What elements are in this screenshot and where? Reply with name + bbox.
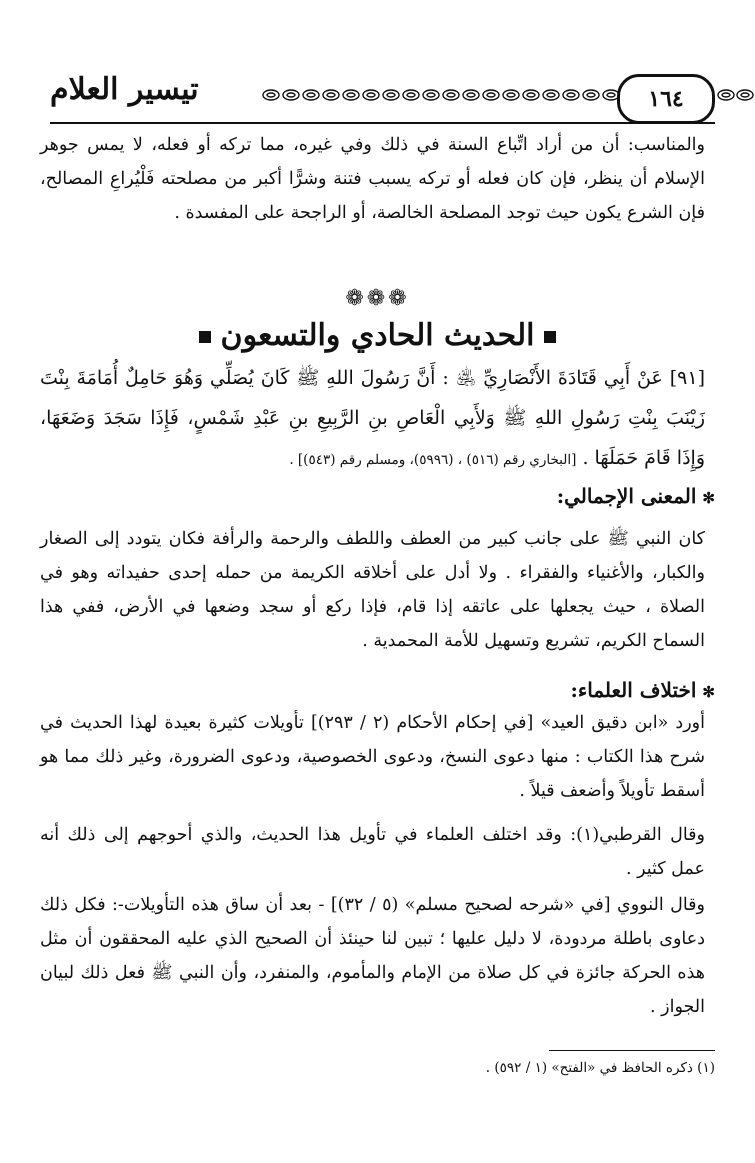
footnote-rule — [549, 1050, 715, 1051]
stars-ornament-icon: ❁❁❁ — [345, 286, 410, 311]
disagreement-paragraph-1: أورد «ابن دقيق العيد» [في إحكام الأحكام (٢ / ٢٩٣)] تأويلات كثيرة بعيدة لهذا الحديث في شرح هذا الكتاب : منها دعوى النسخ، ودعوى الخصوصية، ودعوى الضرورة، وغير ذلك مما هو أسقط تأويلاً وأضعف قيلاً . — [40, 713, 705, 801]
asterisk-icon: ✻ — [702, 489, 715, 507]
disagreement-heading-text: اختلاف العلماء: — [570, 678, 697, 702]
section-heading-meaning — [557, 484, 715, 508]
section-heading-disagreement — [570, 678, 715, 702]
meaning-paragraph: كان النبي ﷺ على جانب كبير من العطف واللطف والرحمة والرأفة فكان يتودد إلى الصغار والكبار، والأغنياء والفقراء . ولا أدل على أخلاقه الكريمة من حمله إحدى حفيداته وهو في الصلاة ، حيث يجعلها على عاتقه إذا قام، فإذا ركع أو سجد وضعها في الأرض، ففي هذا السماح الكريم، تشريع وتسهيل للأمة المحمدية . — [40, 529, 705, 651]
ornament-chain-icon — [717, 88, 755, 102]
page-number: ١٦٤ — [648, 86, 684, 112]
disagreement-paragraph-2: وقال القرطبي(١): وقد اختلف العلماء في تأويل هذا الحديث، والذي أحوجهم إلى ذلك أنه عمل كثير . — [40, 825, 705, 879]
hadith-text — [40, 358, 705, 480]
disagreement-paragraph-3: وقال النووي [في «شرحه لصحيح مسلم» (٥ / ٣٢)] - بعد أن ساق هذه التأويلات-: فكل ذلك دعاوى باطلة مردودة، لا دليل عليها ؛ تبين لنا حينئذ أن الصحيح الذي عليه المحققون أن مثل هذه الحركة جائزة في كل صلاة من الإمام والمأموم، والمنفرد، وأن النبي ﷺ فعل ذلك لبيان الجواز . — [40, 895, 706, 1017]
intro-paragraph: والمناسب: أن من أراد اتِّباع السنة في ذلك وفي غيره، مما تركه أو فعله، لا يمس جوهر الإسلام أن ينظر، فإن كان فعله أو تركه يسبب فتنة وشرًّا أكبر من مصلحته فَلْيُراعِ المصالح، فإن الشرع يكون حيث توجد المصلحة الخالصة، أو الراجحة على المفسدة . — [40, 135, 705, 223]
page-number-badge — [617, 74, 715, 124]
hadith-title-text: الحديث الحادي والتسعون — [220, 318, 535, 353]
book-title: تيسير العلام — [50, 72, 199, 107]
footnote: (١) ذكره الحافظ في «الفتح» (١ / ٥٩٢) . — [485, 1060, 715, 1076]
hadith-body: [٩١] عَنْ أَبِي قَتَادَةَ الأَنْصَارِيِّ ﵁ : أَنَّ رَسُولَ اللهِ ﷺ كَانَ يُصَلِّي وَهُوَ حَامِلٌ أُمَامَةَ بِنْتَ زَيْنَبَ بِنْتِ رَسُولِ اللهِ ﷺ وَلأَبِي الْعَاصِ بنِ الرَّبِيعِ بنِ عَبْدِ شَمْسٍ، فَإِذَا سَجَدَ وَضَعَهَا، وَإِذَا قَامَ حَمَلَهَا . — [40, 367, 705, 469]
header-rule — [50, 122, 715, 124]
square-bullet-icon — [199, 331, 211, 343]
hadith-reference: [البخاري رقم (٥١٦) ، (٥٩٩٦)، ومسلم رقم (٥٤٣)] . — [289, 452, 577, 468]
page-header — [50, 70, 715, 124]
square-bullet-icon — [544, 331, 556, 343]
hadith-title — [0, 318, 755, 353]
ornament-chain-icon — [262, 88, 630, 102]
meaning-heading-text: المعنى الإجمالي: — [556, 484, 697, 508]
asterisk-icon: ✻ — [702, 683, 715, 701]
